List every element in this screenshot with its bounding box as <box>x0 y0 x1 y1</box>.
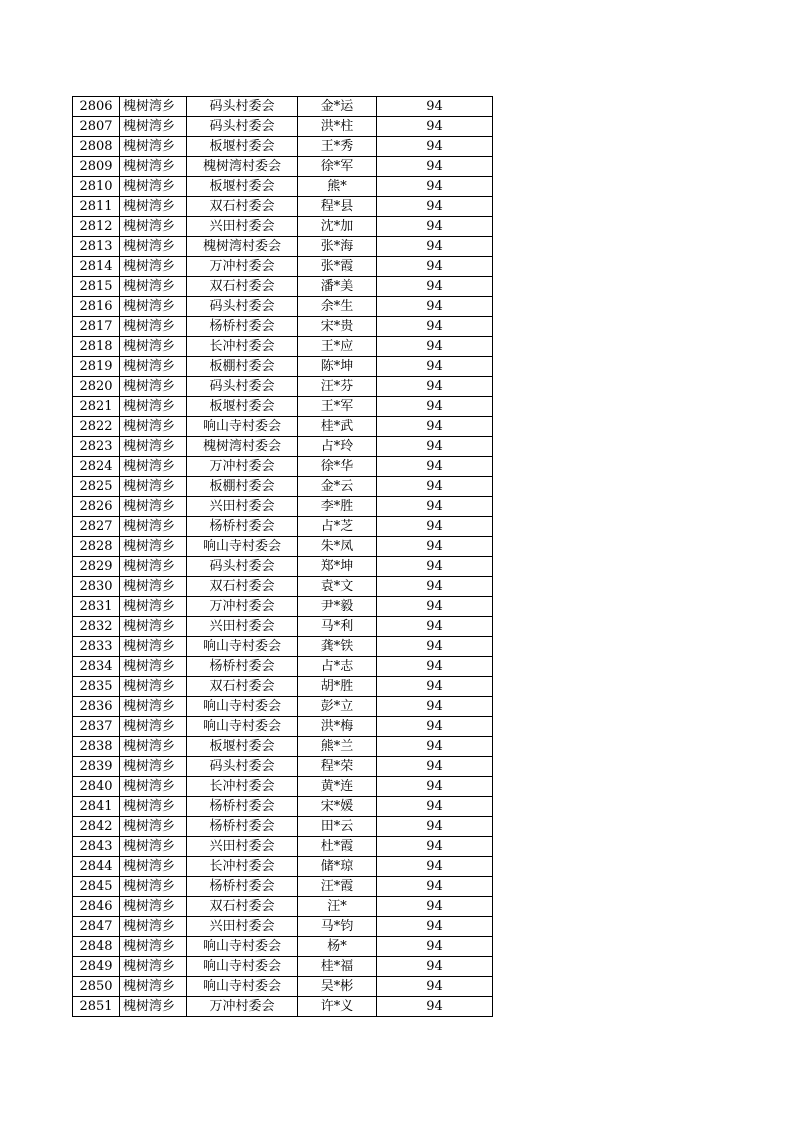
table-row <box>73 197 493 217</box>
table-row <box>73 397 493 417</box>
township-cell: 槐树湾乡 <box>120 617 187 637</box>
table-row <box>73 797 493 817</box>
village-committee-cell: 兴田村委会 <box>187 617 298 637</box>
person-name-cell: 汪*霞 <box>298 877 377 897</box>
township-cell: 槐树湾乡 <box>120 737 187 757</box>
row-number-cell: 2814 <box>73 257 120 277</box>
person-name-cell: 沈*加 <box>298 217 377 237</box>
township-cell: 槐树湾乡 <box>120 397 187 417</box>
township-cell: 槐树湾乡 <box>120 197 187 217</box>
score-cell: 94 <box>377 397 493 417</box>
score-cell: 94 <box>377 957 493 977</box>
row-number-cell: 2816 <box>73 297 120 317</box>
table-row <box>73 677 493 697</box>
person-name-cell: 汪*芬 <box>298 377 377 397</box>
village-committee-cell: 响山寺村委会 <box>187 717 298 737</box>
township-cell: 槐树湾乡 <box>120 937 187 957</box>
score-cell: 94 <box>377 797 493 817</box>
table-row <box>73 957 493 977</box>
score-cell: 94 <box>377 137 493 157</box>
table-row <box>73 977 493 997</box>
row-number-cell: 2851 <box>73 997 120 1017</box>
township-cell: 槐树湾乡 <box>120 337 187 357</box>
row-number-cell: 2820 <box>73 377 120 397</box>
village-committee-cell: 双石村委会 <box>187 277 298 297</box>
person-name-cell: 桂*福 <box>298 957 377 977</box>
village-committee-cell: 响山寺村委会 <box>187 697 298 717</box>
village-committee-cell: 响山寺村委会 <box>187 637 298 657</box>
score-cell: 94 <box>377 537 493 557</box>
table-row <box>73 617 493 637</box>
table-row <box>73 697 493 717</box>
row-number-cell: 2841 <box>73 797 120 817</box>
row-number-cell: 2834 <box>73 657 120 677</box>
row-number-cell: 2817 <box>73 317 120 337</box>
score-cell: 94 <box>377 757 493 777</box>
township-cell: 槐树湾乡 <box>120 637 187 657</box>
person-name-cell: 龚*铁 <box>298 637 377 657</box>
row-number-cell: 2819 <box>73 357 120 377</box>
row-number-cell: 2824 <box>73 457 120 477</box>
row-number-cell: 2837 <box>73 717 120 737</box>
row-number-cell: 2829 <box>73 557 120 577</box>
row-number-cell: 2840 <box>73 777 120 797</box>
table-row <box>73 257 493 277</box>
table-row <box>73 417 493 437</box>
township-cell: 槐树湾乡 <box>120 517 187 537</box>
village-committee-cell: 杨桥村委会 <box>187 317 298 337</box>
village-committee-cell: 响山寺村委会 <box>187 957 298 977</box>
person-name-cell: 徐*华 <box>298 457 377 477</box>
table-row <box>73 297 493 317</box>
person-name-cell: 张*霞 <box>298 257 377 277</box>
township-cell: 槐树湾乡 <box>120 157 187 177</box>
village-committee-cell: 码头村委会 <box>187 757 298 777</box>
village-committee-cell: 双石村委会 <box>187 577 298 597</box>
score-cell: 94 <box>377 577 493 597</box>
village-committee-cell: 码头村委会 <box>187 297 298 317</box>
row-number-cell: 2832 <box>73 617 120 637</box>
row-number-cell: 2847 <box>73 917 120 937</box>
person-name-cell: 张*海 <box>298 237 377 257</box>
row-number-cell: 2809 <box>73 157 120 177</box>
score-cell: 94 <box>377 237 493 257</box>
score-cell: 94 <box>377 977 493 997</box>
person-name-cell: 熊*兰 <box>298 737 377 757</box>
score-cell: 94 <box>377 217 493 237</box>
score-cell: 94 <box>377 717 493 737</box>
score-cell: 94 <box>377 737 493 757</box>
row-number-cell: 2843 <box>73 837 120 857</box>
person-name-cell: 熊* <box>298 177 377 197</box>
township-cell: 槐树湾乡 <box>120 797 187 817</box>
village-committee-cell: 杨桥村委会 <box>187 817 298 837</box>
township-cell: 槐树湾乡 <box>120 977 187 997</box>
person-name-cell: 程*县 <box>298 197 377 217</box>
village-committee-cell: 兴田村委会 <box>187 497 298 517</box>
township-cell: 槐树湾乡 <box>120 497 187 517</box>
table-row <box>73 777 493 797</box>
score-cell: 94 <box>377 457 493 477</box>
row-number-cell: 2842 <box>73 817 120 837</box>
township-cell: 槐树湾乡 <box>120 877 187 897</box>
village-committee-cell: 长冲村委会 <box>187 337 298 357</box>
township-cell: 槐树湾乡 <box>120 217 187 237</box>
table-row <box>73 937 493 957</box>
row-number-cell: 2839 <box>73 757 120 777</box>
village-committee-cell: 槐树湾村委会 <box>187 157 298 177</box>
table-row <box>73 577 493 597</box>
township-cell: 槐树湾乡 <box>120 597 187 617</box>
person-name-cell: 程*荣 <box>298 757 377 777</box>
village-committee-cell: 万冲村委会 <box>187 997 298 1017</box>
township-cell: 槐树湾乡 <box>120 477 187 497</box>
score-cell: 94 <box>377 777 493 797</box>
person-name-cell: 田*云 <box>298 817 377 837</box>
village-committee-cell: 双石村委会 <box>187 197 298 217</box>
township-cell: 槐树湾乡 <box>120 417 187 437</box>
village-committee-cell: 码头村委会 <box>187 97 298 117</box>
row-number-cell: 2812 <box>73 217 120 237</box>
row-number-cell: 2833 <box>73 637 120 657</box>
township-cell: 槐树湾乡 <box>120 277 187 297</box>
village-committee-cell: 双石村委会 <box>187 897 298 917</box>
township-cell: 槐树湾乡 <box>120 957 187 977</box>
person-name-cell: 桂*武 <box>298 417 377 437</box>
township-cell: 槐树湾乡 <box>120 537 187 557</box>
score-cell: 94 <box>377 197 493 217</box>
table-row <box>73 637 493 657</box>
score-cell: 94 <box>377 997 493 1017</box>
score-cell: 94 <box>377 377 493 397</box>
village-committee-cell: 杨桥村委会 <box>187 517 298 537</box>
table-row <box>73 657 493 677</box>
table-row <box>73 177 493 197</box>
person-name-cell: 金*运 <box>298 97 377 117</box>
table-row <box>73 137 493 157</box>
score-cell: 94 <box>377 417 493 437</box>
person-name-cell: 宋*贵 <box>298 317 377 337</box>
person-name-cell: 郑*坤 <box>298 557 377 577</box>
row-number-cell: 2813 <box>73 237 120 257</box>
row-number-cell: 2818 <box>73 337 120 357</box>
table-row <box>73 997 493 1017</box>
township-cell: 槐树湾乡 <box>120 577 187 597</box>
table-row <box>73 757 493 777</box>
score-cell: 94 <box>377 937 493 957</box>
table-row <box>73 277 493 297</box>
person-name-cell: 潘*美 <box>298 277 377 297</box>
table-row <box>73 897 493 917</box>
village-committee-cell: 响山寺村委会 <box>187 417 298 437</box>
table-row <box>73 317 493 337</box>
township-cell: 槐树湾乡 <box>120 137 187 157</box>
score-cell: 94 <box>377 177 493 197</box>
table-row <box>73 217 493 237</box>
row-number-cell: 2849 <box>73 957 120 977</box>
township-cell: 槐树湾乡 <box>120 777 187 797</box>
table-row <box>73 837 493 857</box>
table-row <box>73 737 493 757</box>
score-cell: 94 <box>377 637 493 657</box>
township-cell: 槐树湾乡 <box>120 457 187 477</box>
person-name-cell: 宋*媛 <box>298 797 377 817</box>
person-name-cell: 吴*彬 <box>298 977 377 997</box>
person-name-cell: 洪*梅 <box>298 717 377 737</box>
township-cell: 槐树湾乡 <box>120 717 187 737</box>
score-cell: 94 <box>377 337 493 357</box>
score-cell: 94 <box>377 817 493 837</box>
score-cell: 94 <box>377 277 493 297</box>
row-number-cell: 2846 <box>73 897 120 917</box>
village-committee-cell: 码头村委会 <box>187 557 298 577</box>
township-cell: 槐树湾乡 <box>120 757 187 777</box>
score-cell: 94 <box>377 917 493 937</box>
table-row <box>73 457 493 477</box>
township-cell: 槐树湾乡 <box>120 177 187 197</box>
table-row <box>73 497 493 517</box>
row-number-cell: 2850 <box>73 977 120 997</box>
village-committee-cell: 响山寺村委会 <box>187 937 298 957</box>
person-name-cell: 尹*毅 <box>298 597 377 617</box>
row-number-cell: 2831 <box>73 597 120 617</box>
village-committee-cell: 兴田村委会 <box>187 837 298 857</box>
person-name-cell: 金*云 <box>298 477 377 497</box>
township-cell: 槐树湾乡 <box>120 857 187 877</box>
score-cell: 94 <box>377 297 493 317</box>
row-number-cell: 2845 <box>73 877 120 897</box>
row-number-cell: 2815 <box>73 277 120 297</box>
person-name-cell: 杨* <box>298 937 377 957</box>
person-name-cell: 马*利 <box>298 617 377 637</box>
table-row <box>73 857 493 877</box>
person-name-cell: 王*秀 <box>298 137 377 157</box>
row-number-cell: 2826 <box>73 497 120 517</box>
score-cell: 94 <box>377 157 493 177</box>
village-committee-cell: 槐树湾村委会 <box>187 437 298 457</box>
score-cell: 94 <box>377 517 493 537</box>
township-cell: 槐树湾乡 <box>120 917 187 937</box>
score-cell: 94 <box>377 97 493 117</box>
township-cell: 槐树湾乡 <box>120 237 187 257</box>
person-name-cell: 朱*凤 <box>298 537 377 557</box>
table-row <box>73 437 493 457</box>
person-name-cell: 占*志 <box>298 657 377 677</box>
person-name-cell: 洪*柱 <box>298 117 377 137</box>
person-name-cell: 王*军 <box>298 397 377 417</box>
score-cell: 94 <box>377 317 493 337</box>
table-row <box>73 337 493 357</box>
row-number-cell: 2835 <box>73 677 120 697</box>
township-cell: 槐树湾乡 <box>120 677 187 697</box>
township-cell: 槐树湾乡 <box>120 357 187 377</box>
data-table <box>72 96 493 1017</box>
person-name-cell: 黄*连 <box>298 777 377 797</box>
village-committee-cell: 杨桥村委会 <box>187 657 298 677</box>
table-row <box>73 377 493 397</box>
person-name-cell: 彭*立 <box>298 697 377 717</box>
score-cell: 94 <box>377 837 493 857</box>
score-cell: 94 <box>377 897 493 917</box>
row-number-cell: 2828 <box>73 537 120 557</box>
row-number-cell: 2830 <box>73 577 120 597</box>
table-row <box>73 877 493 897</box>
table-row <box>73 237 493 257</box>
person-name-cell: 徐*军 <box>298 157 377 177</box>
village-committee-cell: 板棚村委会 <box>187 357 298 377</box>
village-committee-cell: 万冲村委会 <box>187 257 298 277</box>
person-name-cell: 占*玲 <box>298 437 377 457</box>
score-cell: 94 <box>377 597 493 617</box>
township-cell: 槐树湾乡 <box>120 557 187 577</box>
table-row <box>73 537 493 557</box>
table-row <box>73 117 493 137</box>
township-cell: 槐树湾乡 <box>120 297 187 317</box>
village-committee-cell: 板棚村委会 <box>187 477 298 497</box>
township-cell: 槐树湾乡 <box>120 657 187 677</box>
score-cell: 94 <box>377 657 493 677</box>
table-row <box>73 557 493 577</box>
township-cell: 槐树湾乡 <box>120 317 187 337</box>
score-cell: 94 <box>377 557 493 577</box>
village-committee-cell: 码头村委会 <box>187 117 298 137</box>
person-name-cell: 李*胜 <box>298 497 377 517</box>
row-number-cell: 2838 <box>73 737 120 757</box>
table-row <box>73 357 493 377</box>
score-cell: 94 <box>377 497 493 517</box>
person-name-cell: 许*义 <box>298 997 377 1017</box>
township-cell: 槐树湾乡 <box>120 377 187 397</box>
score-cell: 94 <box>377 697 493 717</box>
row-number-cell: 2844 <box>73 857 120 877</box>
village-committee-cell: 杨桥村委会 <box>187 877 298 897</box>
township-cell: 槐树湾乡 <box>120 97 187 117</box>
person-name-cell: 王*应 <box>298 337 377 357</box>
village-committee-cell: 板堰村委会 <box>187 737 298 757</box>
village-committee-cell: 响山寺村委会 <box>187 977 298 997</box>
score-cell: 94 <box>377 437 493 457</box>
township-cell: 槐树湾乡 <box>120 437 187 457</box>
person-name-cell: 陈*坤 <box>298 357 377 377</box>
village-committee-cell: 万冲村委会 <box>187 597 298 617</box>
village-committee-cell: 响山寺村委会 <box>187 537 298 557</box>
person-name-cell: 袁*文 <box>298 577 377 597</box>
row-number-cell: 2823 <box>73 437 120 457</box>
person-name-cell: 储*琼 <box>298 857 377 877</box>
row-number-cell: 2825 <box>73 477 120 497</box>
score-cell: 94 <box>377 857 493 877</box>
score-cell: 94 <box>377 117 493 137</box>
person-name-cell: 杜*霞 <box>298 837 377 857</box>
score-cell: 94 <box>377 477 493 497</box>
score-cell: 94 <box>377 257 493 277</box>
row-number-cell: 2810 <box>73 177 120 197</box>
table-row <box>73 597 493 617</box>
village-committee-cell: 兴田村委会 <box>187 917 298 937</box>
village-committee-cell: 万冲村委会 <box>187 457 298 477</box>
township-cell: 槐树湾乡 <box>120 837 187 857</box>
person-name-cell: 汪* <box>298 897 377 917</box>
row-number-cell: 2848 <box>73 937 120 957</box>
table-body <box>73 97 493 1017</box>
person-name-cell: 马*钧 <box>298 917 377 937</box>
person-name-cell: 余*生 <box>298 297 377 317</box>
village-committee-cell: 长冲村委会 <box>187 857 298 877</box>
row-number-cell: 2806 <box>73 97 120 117</box>
village-committee-cell: 兴田村委会 <box>187 217 298 237</box>
table-row <box>73 917 493 937</box>
table-row <box>73 97 493 117</box>
row-number-cell: 2808 <box>73 137 120 157</box>
township-cell: 槐树湾乡 <box>120 117 187 137</box>
township-cell: 槐树湾乡 <box>120 257 187 277</box>
row-number-cell: 2821 <box>73 397 120 417</box>
score-cell: 94 <box>377 877 493 897</box>
score-cell: 94 <box>377 677 493 697</box>
score-cell: 94 <box>377 357 493 377</box>
township-cell: 槐树湾乡 <box>120 817 187 837</box>
table-row <box>73 517 493 537</box>
table-row <box>73 477 493 497</box>
row-number-cell: 2822 <box>73 417 120 437</box>
village-committee-cell: 板堰村委会 <box>187 137 298 157</box>
village-committee-cell: 长冲村委会 <box>187 777 298 797</box>
table-row <box>73 157 493 177</box>
table-row <box>73 717 493 737</box>
score-cell: 94 <box>377 617 493 637</box>
village-committee-cell: 槐树湾村委会 <box>187 237 298 257</box>
township-cell: 槐树湾乡 <box>120 997 187 1017</box>
row-number-cell: 2836 <box>73 697 120 717</box>
village-committee-cell: 码头村委会 <box>187 377 298 397</box>
row-number-cell: 2807 <box>73 117 120 137</box>
village-committee-cell: 板堰村委会 <box>187 177 298 197</box>
table-row <box>73 817 493 837</box>
person-name-cell: 占*芝 <box>298 517 377 537</box>
village-committee-cell: 双石村委会 <box>187 677 298 697</box>
township-cell: 槐树湾乡 <box>120 697 187 717</box>
row-number-cell: 2811 <box>73 197 120 217</box>
person-name-cell: 胡*胜 <box>298 677 377 697</box>
village-committee-cell: 杨桥村委会 <box>187 797 298 817</box>
row-number-cell: 2827 <box>73 517 120 537</box>
village-committee-cell: 板堰村委会 <box>187 397 298 417</box>
township-cell: 槐树湾乡 <box>120 897 187 917</box>
